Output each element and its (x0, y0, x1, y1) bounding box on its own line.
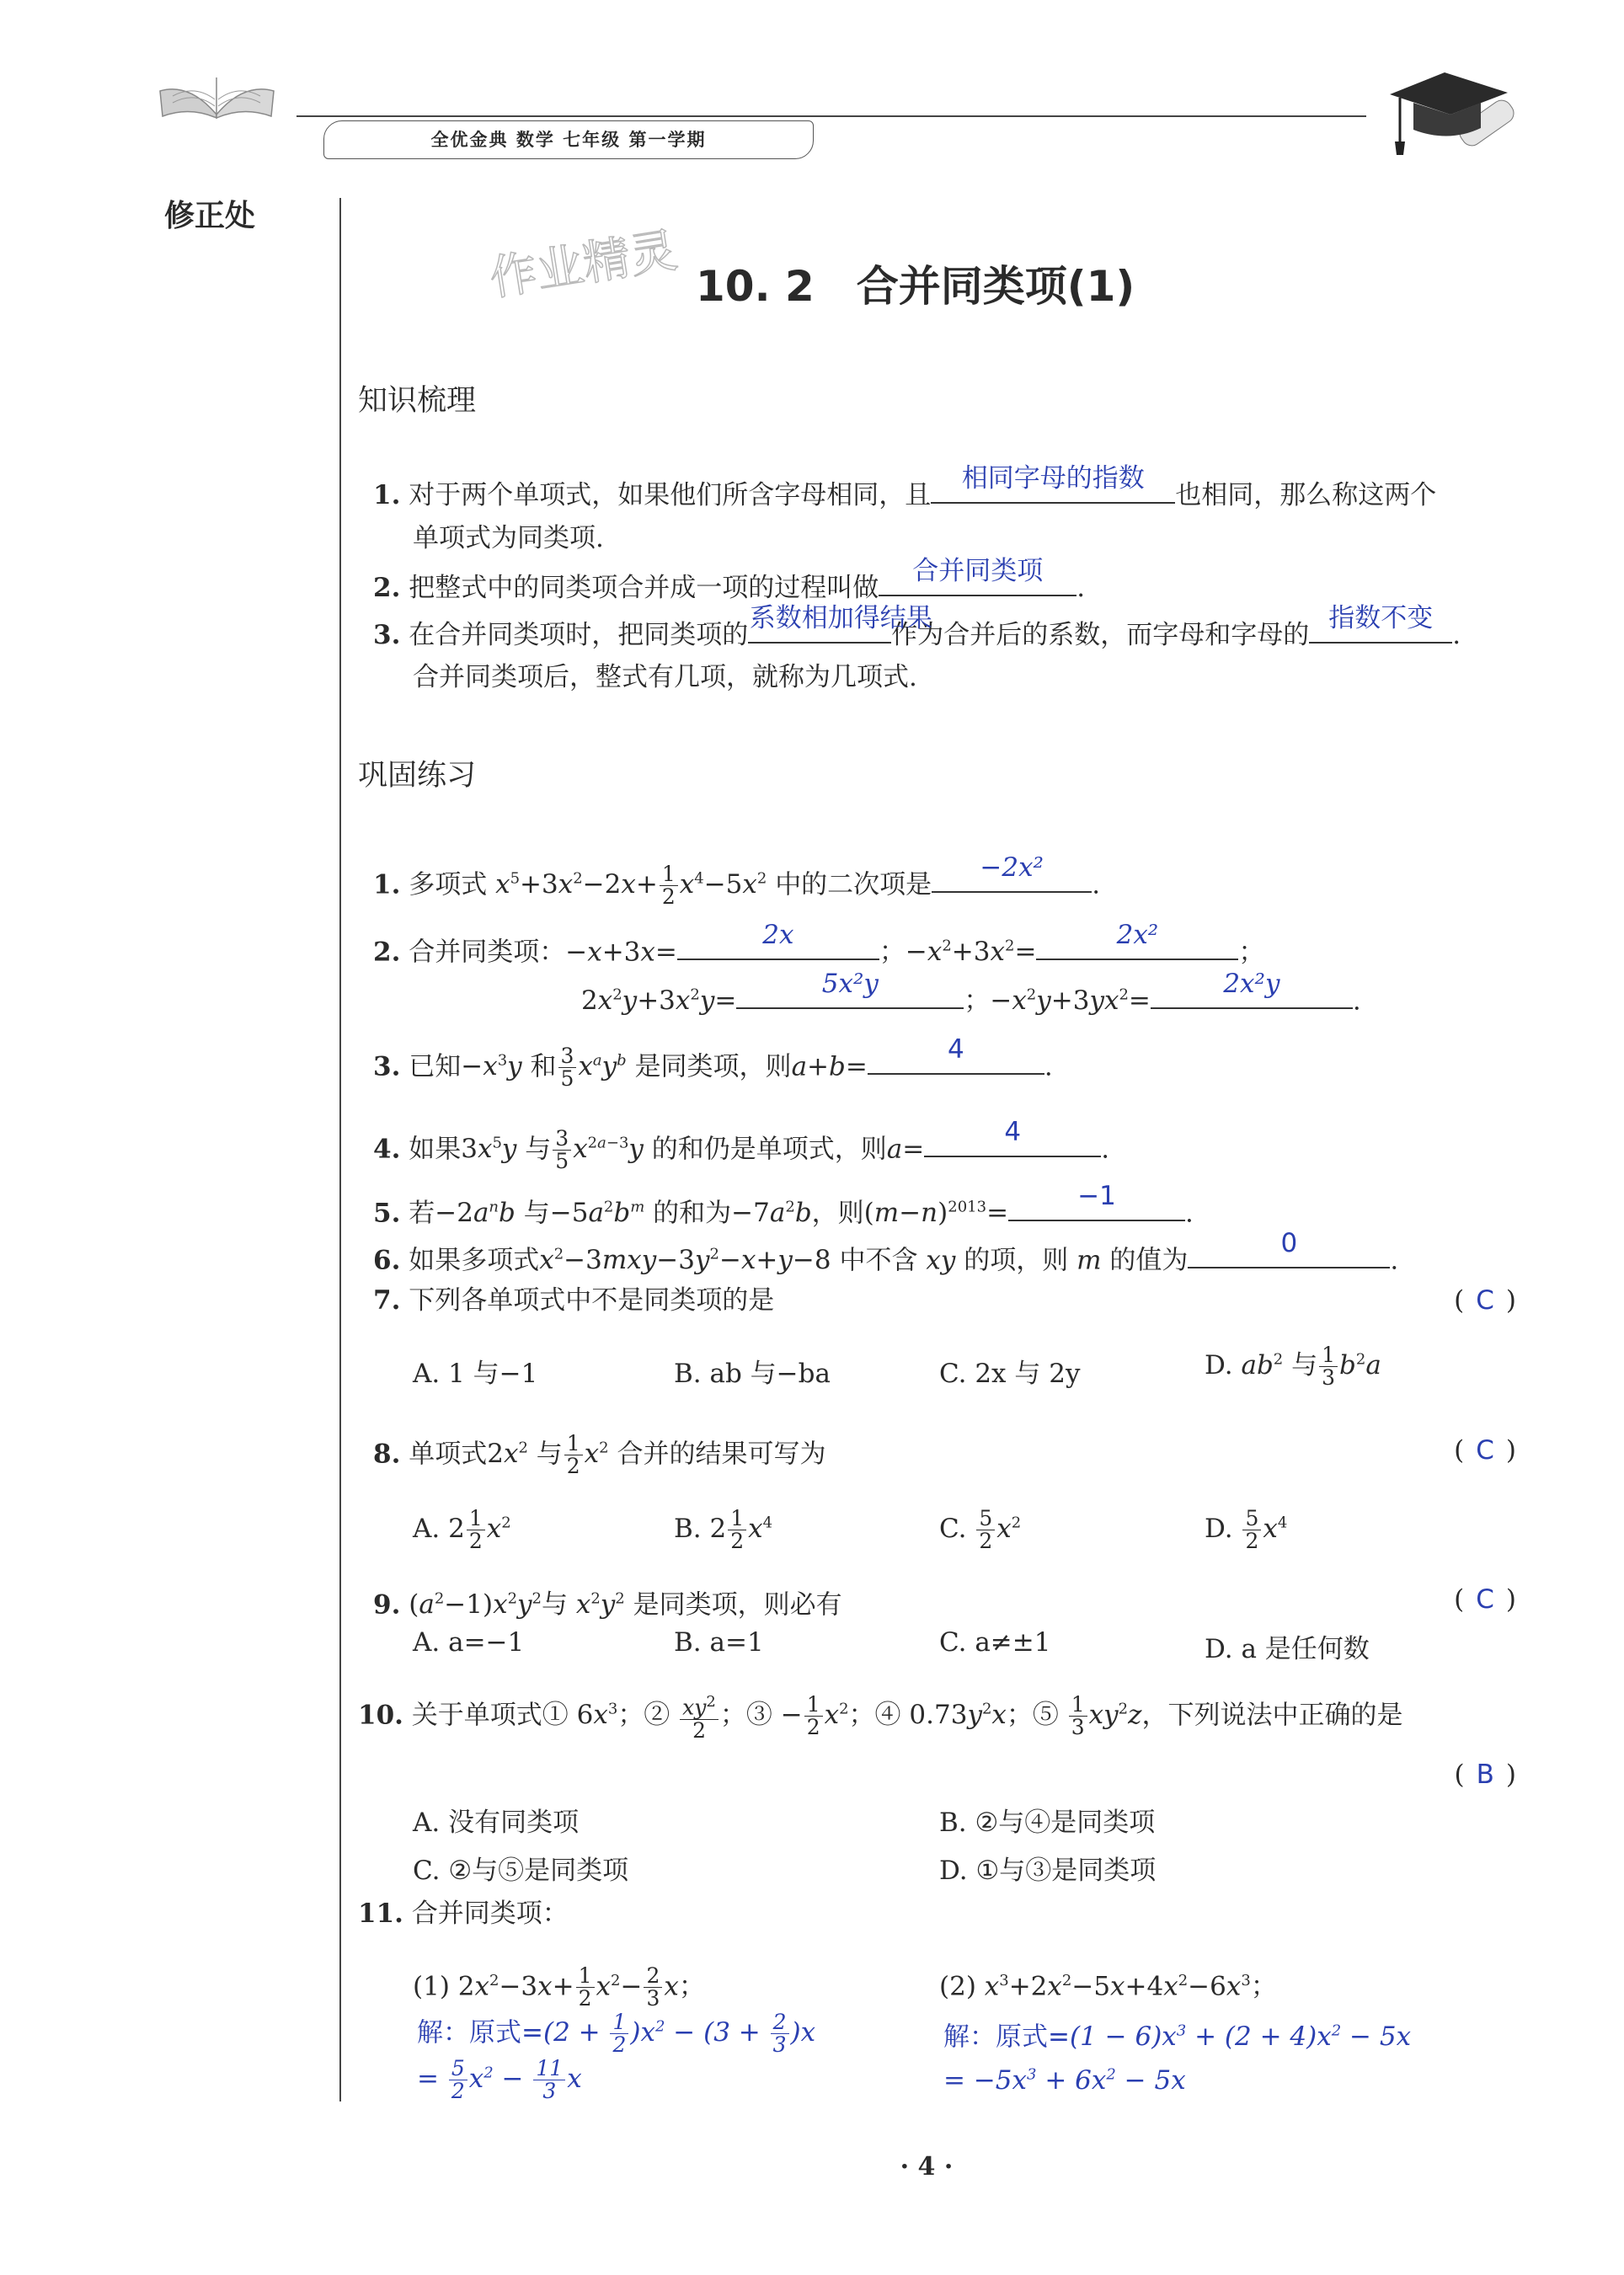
practice-q7-answer: ( C ) (1454, 1285, 1516, 1316)
knowledge-q1-blank[interactable]: 相同字母的指数 (931, 473, 1175, 504)
practice-q4: 4. 如果$3x^5y$ 与 $\frac{3}{5}$ $x^{2a-3}y$ 的和仍是单项式，则a= 4 . (373, 1117, 1110, 1174)
practice-q8-option-a[interactable]: A. 2 $\frac{1}{2}$ $x^2$ (413, 1506, 511, 1553)
practice-q10-option-a[interactable]: A. 没有同类项 (413, 1808, 580, 1838)
page-number: · 4 · (900, 2152, 954, 2182)
practice-q2-blank-4[interactable]: 2x²y (1151, 979, 1353, 1009)
book-icon (156, 66, 278, 125)
practice-q7-option-c[interactable]: C. 2x 与 2y (939, 1359, 1081, 1389)
practice-q2-row1: 2. 合并同类项：−x+3x= 2x ；$-x^2+3x^2=$ 2x² ； (373, 920, 1265, 968)
practice-q7-option-d[interactable]: D. $ab^2$ 与 $\frac{1}{3}$ $b^2a$ (1205, 1343, 1381, 1390)
practice-q1: 1. 多项式 $x^5+3x^2-2x+$ $\frac{1}{2}$ $x^4-5x^2$ 中的二次项是 −2x² . (373, 852, 1101, 910)
practice-q9: 9. $(a^2-1)x^2y^2$与 $x^2y^2$ 是同类项，则必有 (373, 1589, 842, 1621)
knowledge-q3-blank-2[interactable]: 指数不变 (1309, 613, 1452, 644)
knowledge-q1: 1. 对于两个单项式，如果他们所含字母相同，且 相同字母的指数 也相同，那么称这两个 (373, 463, 1437, 510)
heading-practice: 巩固练习 (358, 759, 477, 793)
header-rule (296, 115, 1366, 117)
practice-q1-poly: $x^5+3x^2-2x+$ $\frac{1}{2}$ $x^4-5x^2$ (495, 862, 767, 910)
practice-q11-solution2-line1: 解：原式$=(1 - 6)x^3 + (2 + 4)x^2 - 5x$ (943, 2021, 1412, 2053)
practice-q8-option-d[interactable]: D. $\frac{5}{2}$ $x^4$ (1205, 1506, 1288, 1553)
practice-q9-option-a[interactable]: A. a=−1 (413, 1627, 525, 1658)
practice-q8: 8. 单项式$2x^2$ 与 $\frac{1}{2}$ $x^2$ 合并的结果可写为 (373, 1431, 826, 1479)
practice-q7: 7. 下列各单项式中不是同类项的是 (373, 1285, 775, 1316)
practice-q9-option-b[interactable]: B. a=1 (674, 1627, 764, 1658)
practice-q11-solution1-line1: 解：原式=(2 + $\frac{1}{2}$ )$x^2 - (3$ + $\frac{2}{3}$ )x (417, 2010, 816, 2058)
knowledge-q1-cont: 单项式为同类项. (413, 523, 604, 553)
practice-q10: 10. 关于单项式① $6x^3$；② $\frac{xy^2}{2}$ ；③ − $\frac{1}{2}$ $x^2$；④ $0.73y^2x$；⑤ $\frac{1}{3}$ $xy^2z$，下列说法中正确的是 (358, 1692, 1403, 1743)
watermark: 作业精灵 (485, 222, 681, 307)
practice-q10-option-d[interactable]: D. ①与③是同类项 (939, 1856, 1157, 1886)
margin-label: 修正处 (164, 199, 256, 233)
knowledge-q3-cont: 合并同类项后，整式有几项，就称为几项式. (413, 662, 917, 692)
practice-q9-option-c[interactable]: C. a≠±1 (939, 1627, 1051, 1658)
practice-q4-blank[interactable]: 4 (924, 1127, 1101, 1157)
header-series-text: 全优金典 数学 七年级 第一学期 (430, 130, 707, 150)
knowledge-q3: 3. 在合并同类项时，把同类项的 系数相加得结果 作为合并后的系数，而字母和字母的 指数不变 . (373, 603, 1461, 650)
practice-q1-blank[interactable]: −2x² (932, 862, 1092, 893)
practice-q2-row2: $2x^2y+3x^2y=$ 5x²y ；$-x^2y+3yx^2=$ 2x²y . (581, 969, 1361, 1017)
practice-q7-option-a[interactable]: A. 1 与−1 (413, 1359, 538, 1389)
practice-q2-blank-3[interactable]: 5x²y (736, 979, 964, 1009)
knowledge-q2-blank[interactable]: 合并同类项 (879, 566, 1076, 596)
knowledge-q3-blank-1[interactable]: 系数相加得结果 (748, 613, 891, 644)
practice-q10-option-b[interactable]: B. ②与④是同类项 (939, 1808, 1156, 1838)
practice-q9-answer: ( C ) (1454, 1584, 1516, 1615)
practice-q8-answer: ( C ) (1454, 1435, 1516, 1466)
practice-q2-blank-2[interactable]: 2x² (1036, 930, 1238, 960)
practice-q9-option-d[interactable]: D. a 是任何数 (1205, 1634, 1370, 1664)
margin-rule (339, 198, 341, 2101)
practice-q7-option-b[interactable]: B. ab 与−ba (674, 1359, 831, 1389)
practice-q3-blank[interactable]: 4 (868, 1044, 1044, 1075)
practice-q10-answer: ( B ) (1454, 1760, 1516, 1790)
practice-q11: 11. 合并同类项： (358, 1899, 569, 1929)
knowledge-q2: 2. 把整式中的同类项合并成一项的过程叫做 合并同类项 . (373, 556, 1086, 603)
practice-q11-solution1-line2: = $\frac{5}{2}$ $x^2$ − $\frac{11}{3}$ x (417, 2056, 582, 2104)
section-title: 10. 2 合并同类项(1) (696, 262, 1135, 311)
practice-q11-part1: (1) $2x^2-3x+$ $\frac{1}{2}$ $x^2-$ $\frac{2}{3}$ x； (413, 1963, 705, 2011)
heading-knowledge: 知识梳理 (358, 384, 477, 418)
practice-q11-part2: (2) $x^3+2x^2-5x+4x^2-6x^3$； (939, 1971, 1277, 2002)
practice-q10-option-c[interactable]: C. ②与⑤是同类项 (413, 1856, 629, 1886)
practice-q2-blank-1[interactable]: 2x (677, 930, 879, 960)
practice-q6-blank[interactable]: 0 (1188, 1238, 1390, 1268)
practice-q5: 5. 若$-2a^nb$ 与$-5a^2b^m$ 的和为$-7a^2b$，则$(m-n)^{2013}=$ −1 . (373, 1181, 1194, 1229)
header-series-banner (323, 120, 814, 159)
practice-q6: 6. 如果多项式$x^2-3mxy-3y^2-x+y-8$ 中不含 xy 的项，则 m 的值为 0 . (373, 1228, 1399, 1276)
practice-q3: 3. 已知$-x^3y$ 和 $\frac{3}{5}$ $x^ay^b$ 是同类项，则a+b= 4 . (373, 1034, 1053, 1092)
practice-q8-option-c[interactable]: C. $\frac{5}{2}$ $x^2$ (939, 1506, 1022, 1553)
graduation-cap-icon (1381, 61, 1525, 170)
practice-q5-blank[interactable]: −1 (1008, 1191, 1185, 1221)
practice-q8-option-b[interactable]: B. 2 $\frac{1}{2}$ $x^4$ (674, 1506, 773, 1553)
practice-q11-solution2-line2: = $-5x^3 + 6x^2 - 5x$ (943, 2065, 1186, 2096)
